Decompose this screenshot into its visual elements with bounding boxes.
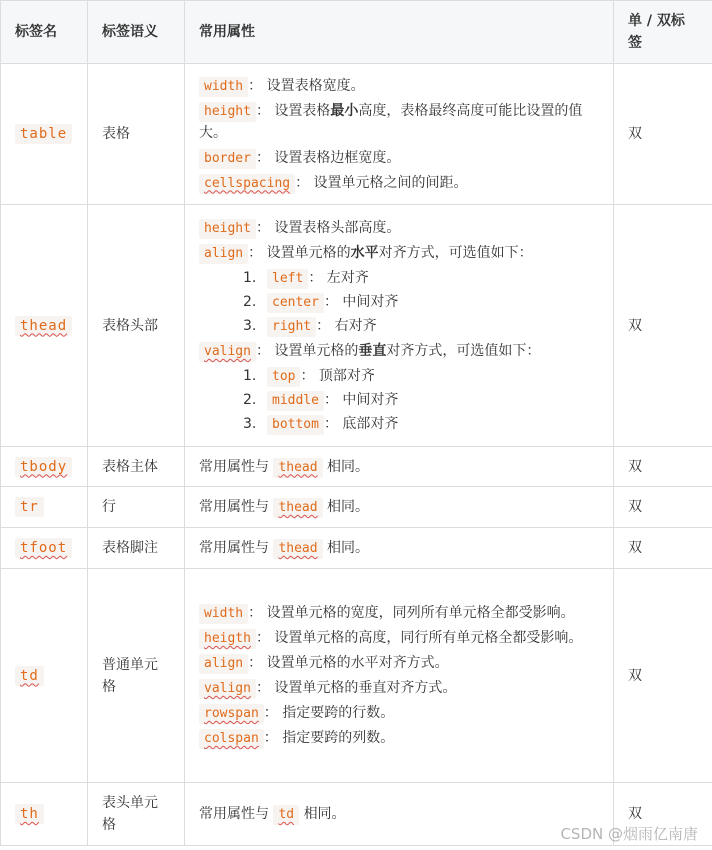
- attr-desc: 相同。: [303, 806, 346, 822]
- attr-code: rowspan: [199, 704, 264, 724]
- tag-name-cell: [1, 569, 88, 783]
- attributes-cell: [185, 64, 614, 205]
- attr-line: [199, 602, 599, 624]
- tag-code: tr: [15, 497, 44, 517]
- tag-meaning-cell: 表格主体: [88, 447, 185, 487]
- option-code: center: [267, 293, 324, 313]
- header-row: [1, 1, 712, 64]
- attr-line: [199, 652, 599, 674]
- tag-type-cell: 双: [614, 64, 712, 205]
- attr-code: height: [199, 102, 256, 122]
- attr-code: align: [199, 244, 248, 264]
- ref-code: thead: [273, 539, 322, 559]
- attr-desc: ： 设置单元格的高度，同行所有单元格全都受影响。: [255, 630, 583, 646]
- list-number: 3.: [243, 318, 257, 334]
- tag-type-cell: 双: [614, 569, 712, 783]
- col-header-single-double: 单 / 双标签: [614, 1, 712, 64]
- attr-code: align: [199, 654, 248, 674]
- ref-code: td: [273, 805, 299, 825]
- valign-options-list: [199, 365, 599, 435]
- tag-code: thead: [15, 316, 72, 336]
- option-desc: ： 右对齐: [316, 318, 377, 334]
- attributes-cell: [185, 783, 614, 846]
- attr-desc-bold: 最小: [330, 102, 359, 119]
- attr-line: [199, 677, 599, 699]
- attr-line: [199, 702, 599, 724]
- attr-code: border: [199, 149, 256, 169]
- attr-desc: 相同。: [327, 458, 370, 475]
- tag-type-cell: 双: [614, 447, 712, 487]
- option-code: top: [267, 367, 300, 387]
- tag-meaning-cell: 表头单元格: [88, 783, 185, 846]
- list-item: [243, 267, 599, 289]
- attributes-cell: [185, 447, 614, 487]
- tag-code: th: [15, 804, 44, 824]
- tag-meaning-cell: 表格头部: [88, 205, 185, 447]
- tag-code: tfoot: [15, 538, 72, 558]
- table-header: [1, 1, 712, 64]
- tag-code: table: [15, 124, 72, 144]
- attr-desc: 高度，表格最终高度可能比设置的值大。: [199, 102, 583, 141]
- attributes-cell: [185, 528, 614, 569]
- option-desc: ： 中间对齐: [323, 294, 399, 310]
- tag-code: tbody: [15, 457, 72, 477]
- tag-name-cell: [1, 783, 88, 846]
- tag-type-cell: 双: [614, 487, 712, 528]
- list-item: [243, 413, 599, 435]
- tag-type-cell: 双: [614, 205, 712, 447]
- attr-code: width: [199, 604, 248, 624]
- list-number: 2.: [243, 392, 257, 408]
- list-item: [243, 389, 599, 411]
- table-row: [1, 487, 712, 528]
- tag-type-cell: 双: [614, 528, 712, 569]
- align-options-list: [199, 267, 599, 337]
- attr-line: [199, 727, 599, 749]
- option-code: middle: [267, 391, 324, 411]
- tag-name-cell: [1, 487, 88, 528]
- list-number: 1.: [243, 270, 257, 286]
- attr-line: [199, 340, 599, 362]
- attr-desc: ： 设置表格头部高度。: [255, 220, 401, 236]
- attr-desc-bold: 垂直: [358, 343, 387, 359]
- list-item: [243, 291, 599, 313]
- attr-desc: 常用属性与: [199, 499, 269, 515]
- table-body: [1, 64, 712, 846]
- attr-code: heigth: [199, 629, 256, 649]
- attr-desc: 对齐方式，可选值如下：: [378, 245, 533, 261]
- attr-line: [199, 75, 599, 97]
- attr-code: colspan: [199, 729, 264, 749]
- table-row: [1, 64, 712, 205]
- attr-code: valign: [199, 679, 256, 699]
- attr-desc: 常用属性与: [199, 458, 269, 475]
- option-desc: ： 中间对齐: [323, 392, 399, 408]
- option-code: bottom: [267, 415, 324, 435]
- attr-line: [199, 147, 599, 169]
- attributes-cell: [185, 205, 614, 447]
- ref-code: thead: [273, 458, 322, 478]
- tag-name-cell: [1, 64, 88, 205]
- attr-code: cellspacing: [199, 174, 295, 194]
- attr-desc: 常用属性与: [199, 806, 269, 822]
- attr-line: [199, 242, 599, 264]
- tag-meaning-cell: 表格: [88, 64, 185, 205]
- list-number: 2.: [243, 294, 257, 310]
- attr-desc: ： 设置表格宽度。: [248, 77, 365, 94]
- tag-name-cell: [1, 447, 88, 487]
- tag-code: td: [15, 666, 44, 686]
- col-header-semantics: 标签语义: [88, 1, 185, 64]
- option-desc: ： 顶部对齐: [300, 368, 375, 384]
- attr-line: [199, 100, 599, 144]
- tag-meaning-cell: 行: [88, 487, 185, 528]
- table-row: [1, 447, 712, 487]
- tag-name-cell: [1, 205, 88, 447]
- attr-desc: ： 设置单元格的宽度，同列所有单元格全都受影响。: [248, 605, 575, 621]
- attr-code: height: [199, 219, 256, 239]
- list-item: [243, 315, 599, 337]
- attr-line: [199, 172, 599, 194]
- attr-desc: ： 设置表格: [255, 102, 331, 119]
- attr-desc: 常用属性与: [199, 540, 269, 556]
- attributes-cell: [185, 569, 614, 783]
- attr-desc: ： 设置单元格的垂直对齐方式。: [255, 680, 457, 696]
- attr-desc: ： 设置单元格之间的间距。: [295, 174, 468, 191]
- table-row: [1, 528, 712, 569]
- attr-desc: ： 指定要跨的列数。: [263, 730, 395, 746]
- attr-line: [199, 627, 599, 649]
- tag-name-cell: [1, 528, 88, 569]
- attr-desc: ： 设置表格边框宽度。: [255, 149, 401, 166]
- attr-code: width: [199, 77, 248, 97]
- list-number: 1.: [243, 368, 257, 384]
- attr-desc: 对齐方式，可选值如下：: [386, 343, 541, 359]
- tag-type-cell: 双: [614, 783, 712, 846]
- attr-line: [199, 217, 599, 239]
- table-row: [1, 569, 712, 783]
- attr-desc-bold: 水平: [350, 245, 379, 261]
- attr-code: valign: [199, 342, 256, 362]
- table-row: [1, 205, 712, 447]
- tag-meaning-cell: 表格脚注: [88, 528, 185, 569]
- attributes-cell: [185, 487, 614, 528]
- option-desc: ： 底部对齐: [323, 416, 399, 432]
- list-number: 3.: [243, 416, 257, 432]
- attr-desc: ： 设置单元格的: [248, 245, 351, 261]
- tag-meaning-cell: 普通单元格: [88, 569, 185, 783]
- option-desc: ： 左对齐: [308, 270, 369, 286]
- attr-desc: 相同。: [327, 499, 370, 515]
- attr-desc: ： 指定要跨的行数。: [263, 705, 395, 721]
- attr-desc: ： 设置单元格的: [255, 343, 359, 359]
- ref-code: thead: [273, 498, 322, 518]
- attr-desc: ： 设置单元格的水平对齐方式。: [248, 655, 449, 671]
- option-code: left: [267, 269, 308, 289]
- watermark: CSDN @烟雨亿南唐: [560, 825, 698, 843]
- col-header-attributes: 常用属性: [185, 1, 614, 64]
- col-header-tag-name: 标签名: [1, 1, 88, 64]
- option-code: right: [267, 317, 316, 337]
- attr-desc: 相同。: [327, 540, 370, 556]
- list-item: [243, 365, 599, 387]
